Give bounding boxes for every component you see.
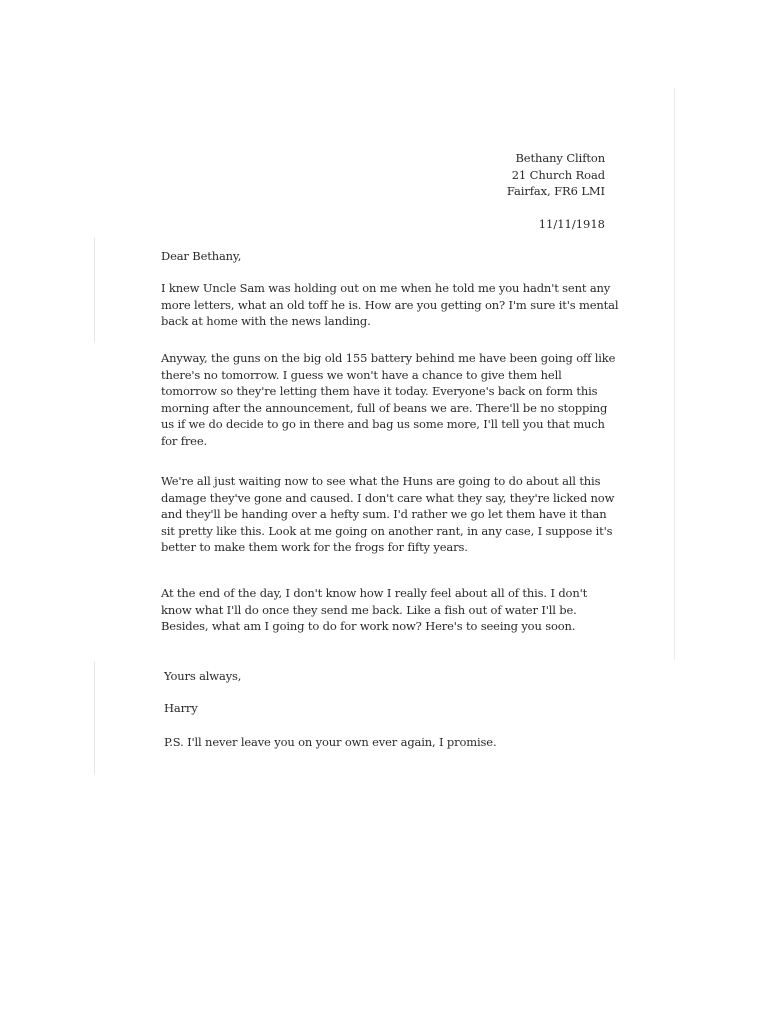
salutation: Dear Bethany, xyxy=(161,249,242,263)
paragraph-3: We're all just waiting now to see what the Huns are going to do about all this damage they've gone and caused. I don't care what they say, they're licked now and they'll be handing over a hefty sum. I'd rather we go let them have it than sit pretty like this. Look at me going on another rant, in any case, I suppose it's better to make them work for the frogs for fifty years. xyxy=(161,474,615,554)
scan-edge-line xyxy=(94,662,95,774)
scan-edge-line xyxy=(94,238,95,342)
address-line-street: 21 Church Road xyxy=(511,167,605,182)
postscript: P.S. I'll never leave you on your own ever again, I promise. xyxy=(164,735,497,749)
signature: Harry xyxy=(164,701,198,715)
address-line-town: Fairfax, FR6 LMI xyxy=(506,184,605,198)
paragraph-2: Anyway, the guns on the big old 155 battery behind me have been going off like there's no tomorrow. I guess we won't have a chance to give them hell tomorrow so they're letting them have it today. Everyone's back on form this morning after the announcement, full of beans we are. There'll be no stopping us if we do decide to go in there and bag us some more, I'll tell you that much for free. xyxy=(161,351,616,448)
letter-date: 11/11/1918 xyxy=(538,217,605,231)
paragraph-4: At the end of the day, I don't know how I really feel about all of this. I don't know what I'll do once they send me back. Like a fish out of water I'll be. Besides, what am I going to do for work now? Here's to seeing you soon. xyxy=(161,586,588,633)
sender-address xyxy=(507,150,605,200)
closing: Yours always, xyxy=(164,669,242,683)
address-line-name: Bethany Clifton xyxy=(515,151,605,165)
scan-edge-line xyxy=(674,88,675,660)
paragraph-1: I knew Uncle Sam was holding out on me when he told me you hadn't sent any more letters, what an old toff he is. How are you getting on? I'm sure it's mental back at home with the news landing. xyxy=(161,281,619,328)
